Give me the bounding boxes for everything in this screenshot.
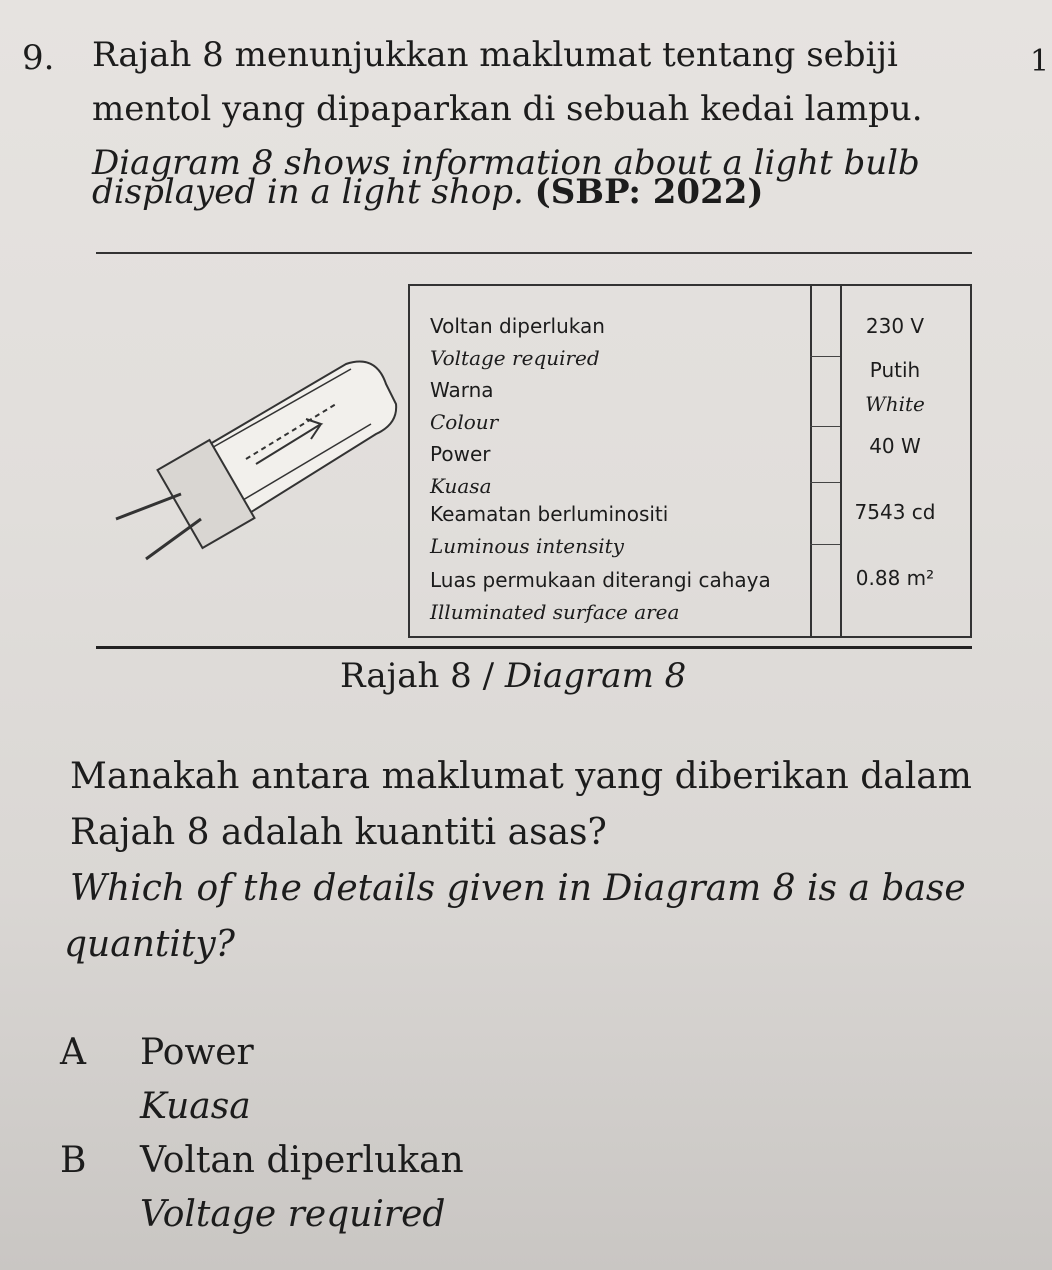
question-line-4: [92, 172, 764, 212]
question-line-3: Diagram 8 shows information about a light bulb: [92, 143, 920, 183]
row-separator: [810, 544, 840, 545]
question-number: 9.: [22, 38, 55, 78]
prompt-en-line-2: quantity?: [64, 924, 235, 965]
label-colour-ms: Warna: [430, 378, 494, 402]
margin-mark: 1: [1030, 44, 1050, 79]
value-power: 40 W: [869, 434, 921, 458]
label-area-ms: Luas permukaan diterangi cahaya: [430, 568, 771, 592]
prompt-ms-line-1: Manakah antara maklumat yang diberikan dalam: [70, 756, 972, 797]
caption-ms: Rajah 8 /: [340, 656, 505, 696]
label-power: Power: [430, 442, 491, 466]
option-a-en[interactable]: Kuasa: [140, 1086, 251, 1127]
question-line-2: mentol yang dipaparkan di sebuah kedai lampu.: [92, 89, 923, 129]
row-separator: [810, 482, 840, 483]
source-label: (SBP: 2022): [534, 172, 764, 212]
prompt-ms-line-2: Rajah 8 adalah kuantiti asas?: [70, 812, 607, 853]
row-separator: [810, 426, 840, 427]
option-b-en[interactable]: Voltage required: [140, 1194, 446, 1235]
diagram-8: [96, 252, 972, 649]
row-separator: [810, 356, 840, 357]
bulb-info-table: [408, 284, 972, 638]
option-a-ms[interactable]: Power: [140, 1032, 254, 1073]
light-bulb-illustration: [106, 344, 406, 574]
question-line-4-text: displayed in a light shop.: [92, 172, 524, 212]
caption-en: Diagram 8: [504, 656, 687, 696]
option-b-ms[interactable]: Voltan diperlukan: [140, 1140, 464, 1181]
value-colour-ms: Putih: [869, 358, 921, 382]
value-colour-en: White: [865, 392, 925, 416]
label-kuasa: Kuasa: [430, 474, 492, 498]
label-area-en: Illuminated surface area: [430, 600, 680, 624]
label-voltage-en: Voltage required: [430, 346, 600, 370]
diagram-caption: [340, 656, 686, 696]
option-b-letter[interactable]: B: [60, 1140, 87, 1181]
label-luminous-en: Luminous intensity: [430, 534, 624, 558]
value-area: 0.88 m²: [855, 566, 935, 590]
prompt-en-line-1: Which of the details given in Diagram 8 is a base: [70, 868, 966, 909]
value-luminous: 7543 cd: [854, 500, 936, 524]
option-a-letter[interactable]: A: [60, 1032, 86, 1073]
table-divider-1: [810, 286, 812, 636]
label-luminous-ms: Keamatan berluminositi: [430, 502, 669, 526]
question-line-1: Rajah 8 menunjukkan maklumat tentang sebiji: [92, 35, 898, 75]
label-colour-en: Colour: [430, 410, 499, 434]
value-voltage: 230 V: [865, 314, 925, 338]
label-voltage-ms: Voltan diperlukan: [430, 314, 605, 338]
